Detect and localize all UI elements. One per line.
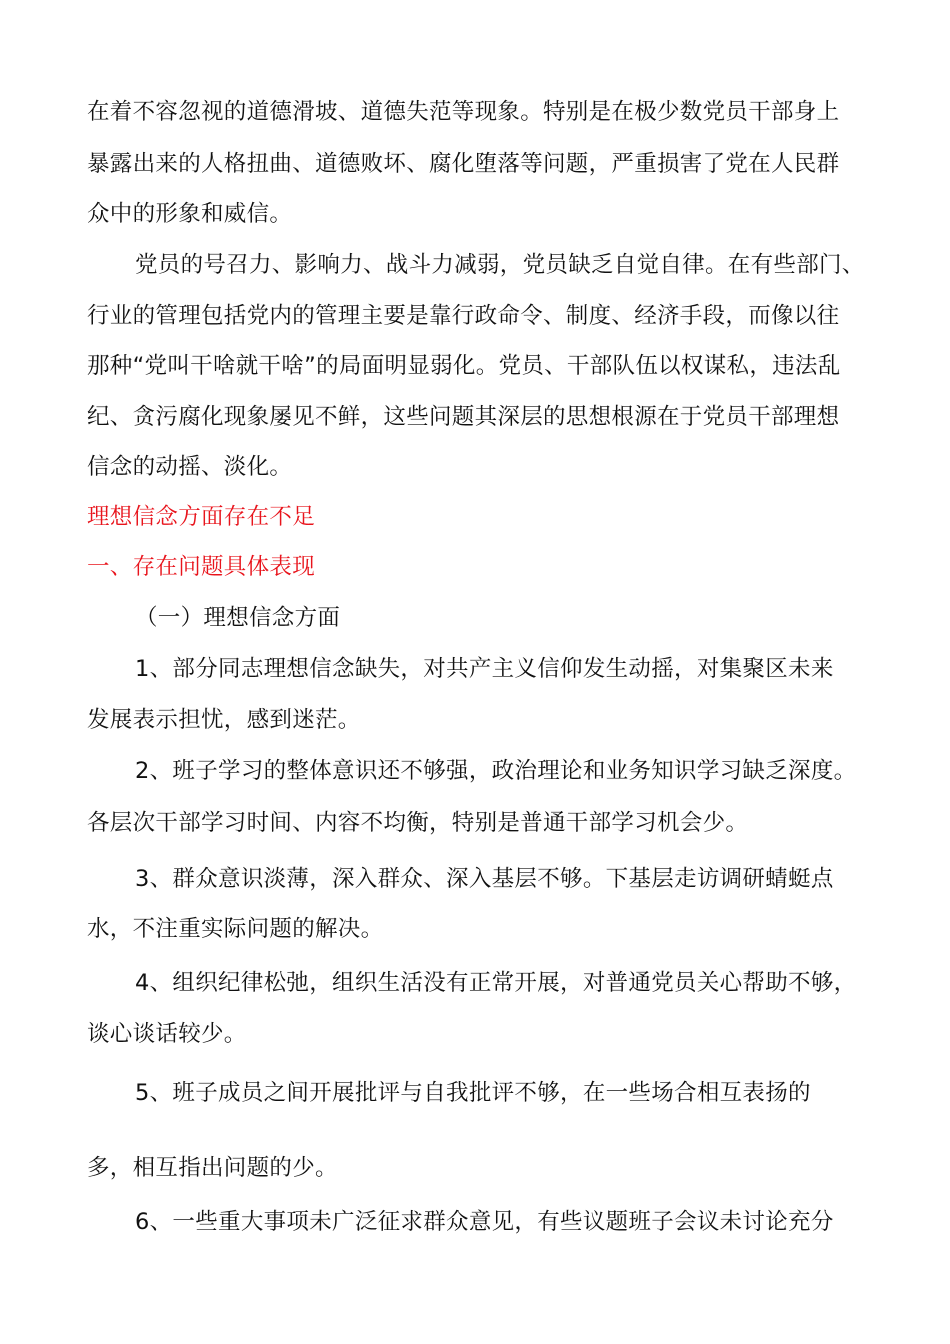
list-item-line: 多，相互指出问题的少。 (87, 1155, 338, 1181)
body-text-line: 那种“党叫干啥就干啥”的局面明显弱化。党员、干部队伍以权谋私，违法乱 (87, 353, 841, 379)
body-text-line: 在着不容忽视的道德滑坡、道德失范等现象。特别是在极少数党员干部身上 (87, 99, 840, 125)
list-item-line: 发展表示担忧，感到迷茫。 (87, 707, 361, 733)
list-item-line: 水，不注重实际问题的解决。 (87, 916, 384, 942)
subsection-heading: （一）理想信念方面 (135, 605, 341, 631)
body-text-line: 众中的形象和威信。 (87, 201, 293, 227)
section-heading: 一、存在问题具体表现 (87, 554, 316, 580)
list-item-line: 4、组织纪律松弛，组织生活没有正常开展，对普通党员关心帮助不够， (135, 970, 857, 996)
list-item-line: 1、部分同志理想信念缺失，对共产主义信仰发生动摇，对集聚区未来 (135, 656, 834, 682)
body-text-line: 行业的管理包括党内的管理主要是靠行政命令、制度、经济手段，而像以往 (87, 303, 840, 329)
list-item-line: 5、班子成员之间开展批评与自我批评不够，在一些场合相互表扬的 (135, 1080, 811, 1106)
list-item-line: 3、群众意识淡薄，深入群众、深入基层不够。下基层走访调研蜻蜓点 (135, 866, 834, 892)
body-text-line: 纪、贪污腐化现象屡见不鲜，这些问题其深层的思想根源在于党员干部理想 (87, 404, 840, 430)
list-item-line: 各层次干部学习时间、内容不均衡，特别是普通干部学习机会少。 (87, 810, 749, 836)
list-item-line: 2、班子学习的整体意识还不够强，政治理论和业务知识学习缺乏深度。 (135, 758, 857, 784)
list-item-line: 6、一些重大事项未广泛征求群众意见，有些议题班子会议未讨论充分 (135, 1209, 834, 1235)
list-item-line: 谈心谈话较少。 (87, 1021, 247, 1047)
body-text-line: 信念的动摇、淡化。 (87, 454, 293, 480)
body-text-line: 党员的号召力、影响力、战斗力减弱，党员缺乏自觉自律。在有些部门、 (135, 252, 865, 278)
section-heading: 理想信念方面存在不足 (87, 504, 316, 530)
body-text-line: 暴露出来的人格扭曲、道德败坏、腐化堕落等问题，严重损害了党在人民群 (87, 151, 840, 177)
